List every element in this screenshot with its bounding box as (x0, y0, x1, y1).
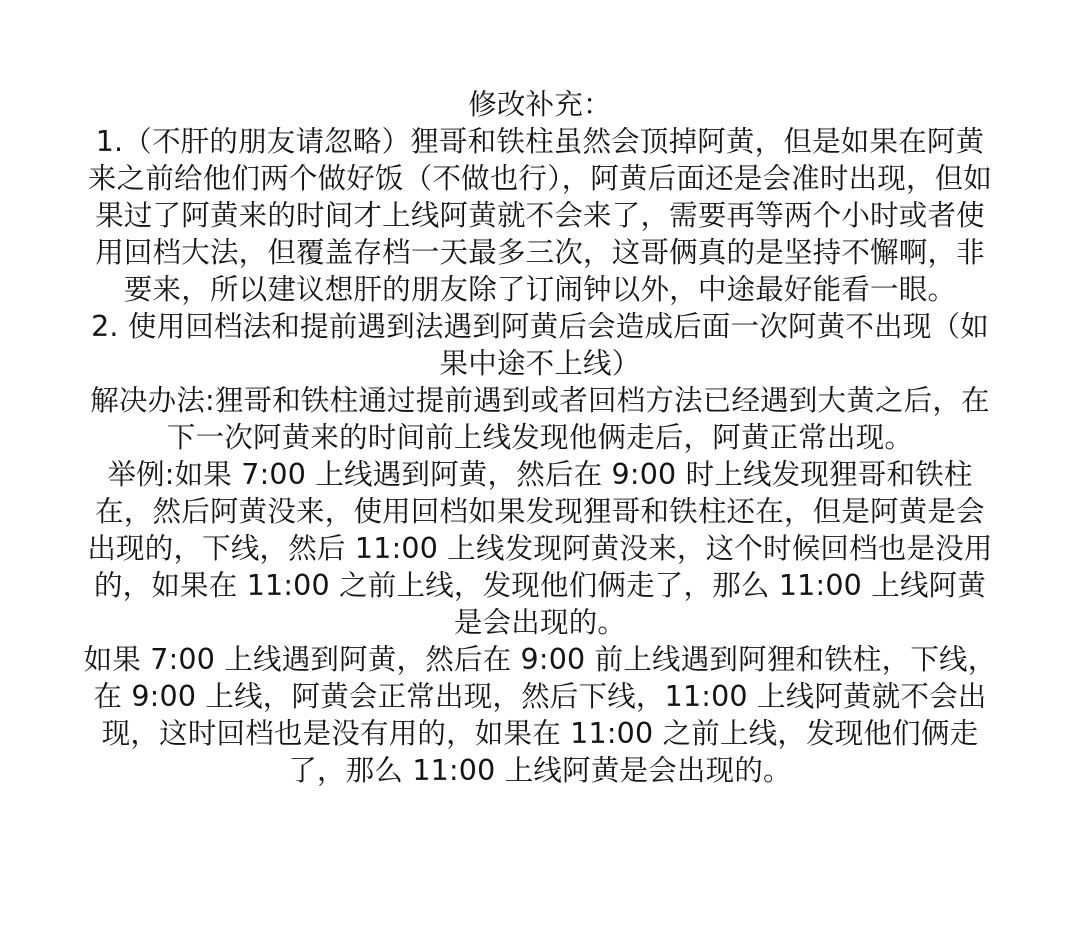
paragraph-solution: 解决办法:狸哥和铁柱通过提前遇到或者回档方法已经遇到大黄之后，在下一次阿黄来的时间前上线发现他俩走后，阿黄正常出现。 (90, 384, 990, 454)
paragraph-note-1: 1.（不肝的朋友请忽略）狸哥和铁柱虽然会顶掉阿黄，但是如果在阿黄来之前给他们两个做好饭（不做也行），阿黄后面还是会准时出现，但如果过了阿黄来的时间才上线阿黄就不会来了，需要再等两个小时或者使用回档大法，但覆盖存档一天最多三次，这哥俩真的是坚持不懈啊，非要来，所以建议想肝的朋友除了订闹钟以外，中途最好能看一眼。 (87, 125, 993, 306)
heading: 修改补充： (468, 88, 612, 121)
paragraph-note-2: 2. 使用回档法和提前遇到法遇到阿黄后会造成后面一次阿黄不出现（如果中途不上线） (91, 310, 989, 380)
document-body (82, 86, 998, 789)
paragraph-example-2: 如果 7:00 上线遇到阿黄，然后在 9:00 前上线遇到阿狸和铁柱，下线，在 9:00 上线，阿黄会正常出现，然后下线，11:00 上线阿黄就不会出现，这时回档也是没有用的，如果在 11:00 之前上线，发现他们俩走了，那么 11:00 上线阿黄是会出现的。 (83, 643, 997, 787)
paragraph-example-1: 举例:如果 7:00 上线遇到阿黄，然后在 9:00 时上线发现狸哥和铁柱在，然后阿黄没来，使用回档如果发现狸哥和铁柱还在，但是阿黄是会出现的，下线，然后 11:00 上线发现阿黄没来，这个时候回档也是没用的，如果在 11:00 之前上线，发现他们俩走了，那么 11:00 上线阿黄是会出现的。 (87, 458, 993, 639)
